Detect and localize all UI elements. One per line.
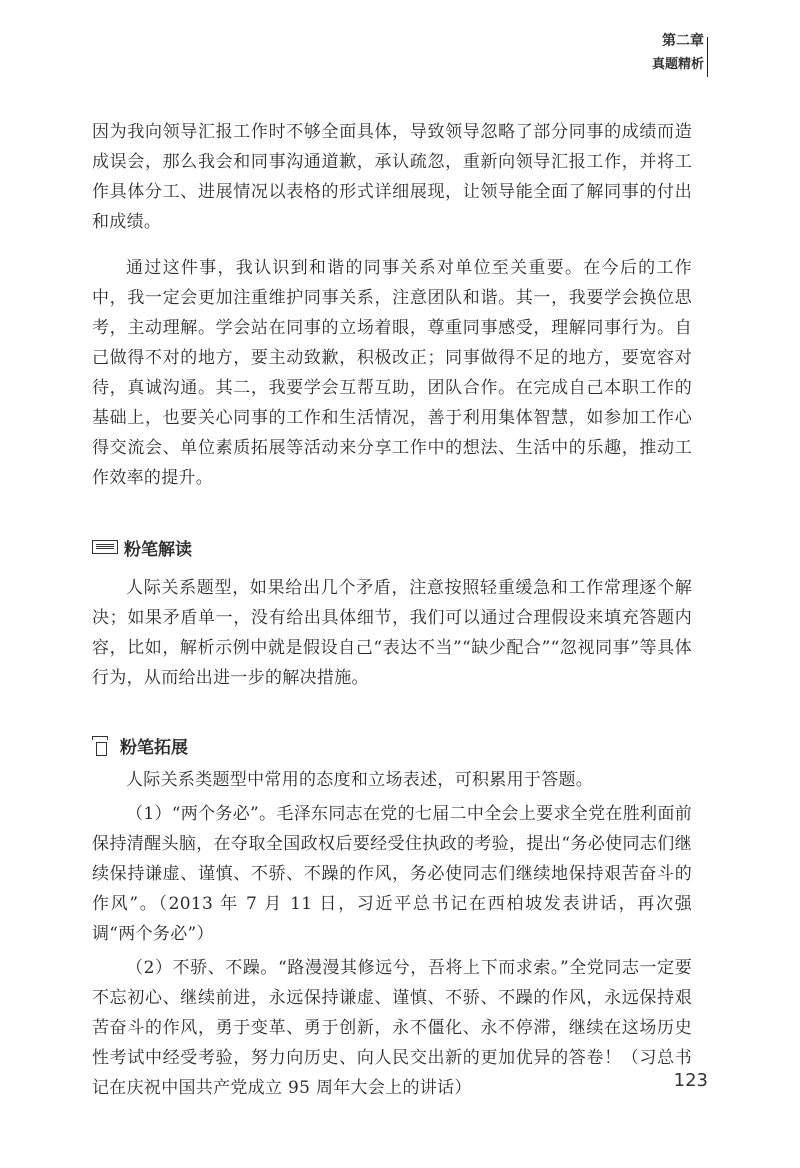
section-heading-interpretation	[92, 533, 692, 561]
section-title-extension: 粉笔拓展	[120, 737, 188, 758]
section-heading-extension	[92, 731, 692, 759]
paragraph-2: 通过这件事，我认识到和谐的同事关系对单位至关重要。在今后的工作中，我一定会更加注重维护同事关系，注意团队和谐。其一，我要学会换位思考，主动理解。学会站在同事的立场着眼，尊重同事感受，理解同事行为。自己做得不对的地方，要主动致歉，积极改正；同事做得不足的地方，要宽容对待，真诚沟通。其二，我要学会互帮互助，团队合作。在完成自己本职工作的基础上，也要关心同事的工作和生活情况，善于利用集体智慧，如参加工作心得交流会、单位素质拓展等活动来分享工作中的想法、生活中的乐趣，推动工作效率的提升。	[92, 258, 692, 488]
paragraph-1: 因为我向领导汇报工作时不够全面具体，导致领导忽略了部分同事的成绩而造成误会，那么我会和同事沟通道歉，承认疏忽，重新向领导汇报工作，并将工作具体分工、进展情况以表格的形式详细展现，让领导能全面了解同事的付出和成绩。	[92, 122, 692, 232]
page-number: 123	[673, 1070, 708, 1091]
running-header	[652, 34, 704, 71]
header-rule	[707, 37, 708, 77]
chapter-subtitle: 真题精析	[651, 57, 704, 72]
chapter-label: 第二章	[662, 33, 704, 49]
interpretation-text: 人际关系题型，如果给出几个矛盾，注意按照轻重缓急和工作常理逐个解决；如果矛盾单一，没有给出具体细节，我们可以通过合理假设来填充答题内容，比如，解析示例中就是假设自己“表达不当”“缺少配合”“忽视同事”等具体行为，从而给出进一步的解决措施。	[92, 578, 692, 688]
section-title-interpretation: 粉笔解读	[124, 539, 192, 560]
chalk-box-icon	[92, 540, 118, 554]
document-icon	[92, 734, 108, 756]
extension-item-2: （2）不骄、不躁。“路漫漫其修远兮，吾将上下而求索。”全党同志一定要不忘初心、继续前进，永远保持谦虚、谨慎、不骄、不躁的作风，永远保持艰苦奋斗的作风，勇于变革、勇于创新，永不僵化、永不停滞，继续在这场历史性考试中经受考验，努力向历史、向人民交出新的更加优异的答卷！（习总书记在庆祝中国共产党成立 95 周年大会上的讲话）	[92, 958, 692, 1098]
extension-item-1: （1）“两个务必”。毛泽东同志在党的七届二中全会上要求全党在胜利面前保持清醒头脑，在夺取全国政权后要经受住执政的考验，提出“务必使同志们继续保持谦虚、谨慎、不骄、不躁的作风，务必使同志们继续地保持艰苦奋斗的作风”。（2013 年 7 月 11 日，习近平总书记在西柏坡发表讲话，再次强调“两个务必”）	[92, 804, 692, 944]
page-content	[92, 117, 692, 1103]
extension-intro: 人际关系类题型中常用的态度和立场表述，可积累用于答题。	[126, 770, 594, 790]
